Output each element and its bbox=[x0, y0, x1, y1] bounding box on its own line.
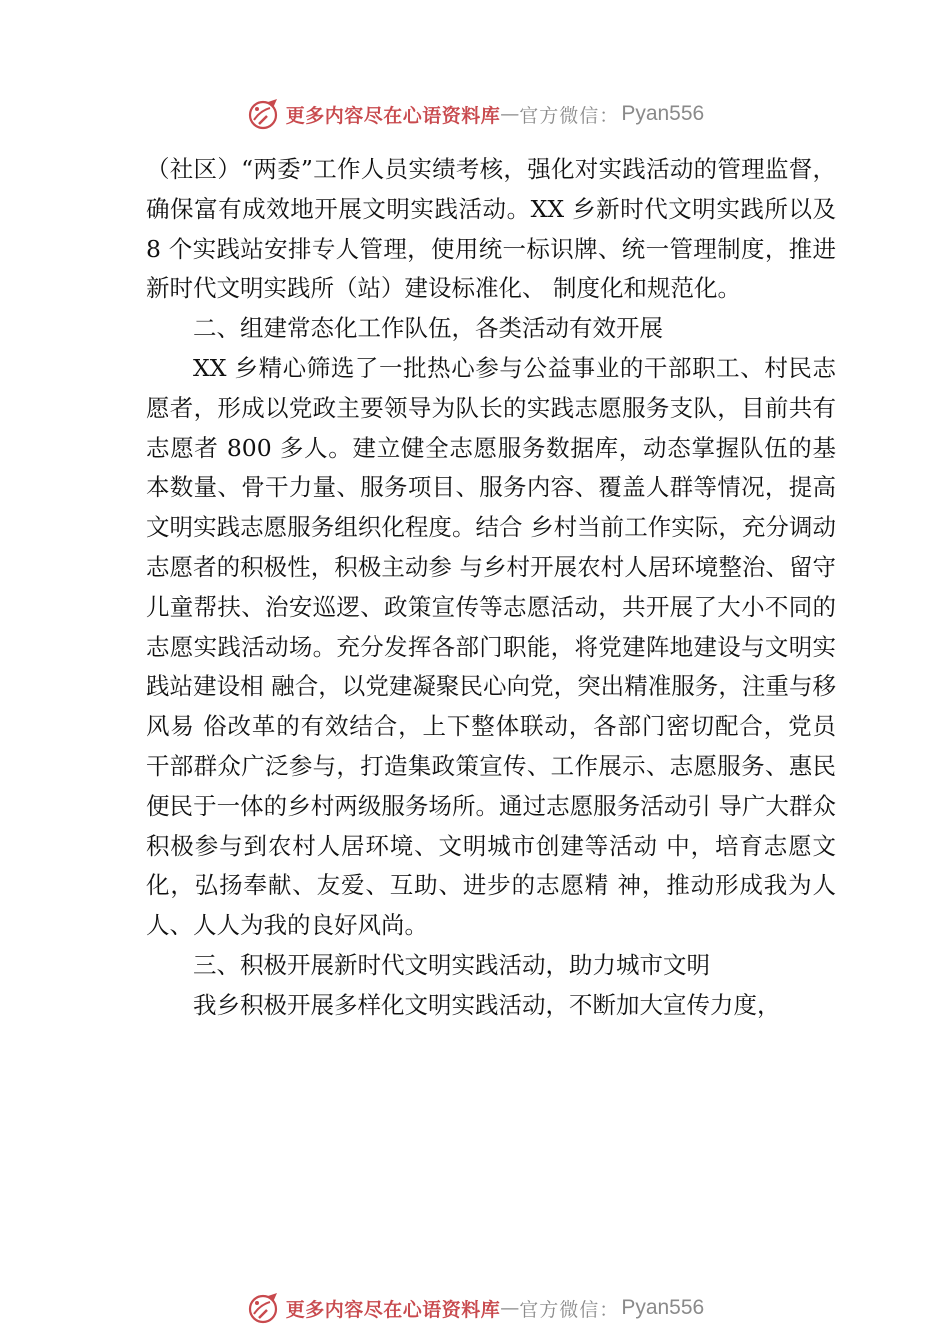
section-heading-3: 三、积极开展新时代文明实践活动，助力城市文明 bbox=[193, 950, 710, 979]
header-wechat-account: Pyan556 bbox=[621, 102, 705, 125]
footer-site-name: 更多内容尽在心语资料库 bbox=[285, 1298, 501, 1321]
header-site-name: 更多内容尽在心语资料库 bbox=[285, 104, 501, 127]
header-watermark bbox=[0, 94, 950, 134]
paragraph-continuation: （社区）“两委”工作人员实绩考核，强化对实践活动的管理监督，确保富有成效地开展文明实践活动。XX 乡新时代文明实践所以及 8 个实践站安排专人管理，使用统一标识牌、统一管理制度，推进新时代文明实践所（站）建设标准化、 制度化和规范化。 bbox=[146, 155, 836, 303]
header-wechat-label: 官方微信： bbox=[519, 104, 620, 127]
section-heading-2: 二、组建常态化工作队伍，各类活动有效开展 bbox=[193, 314, 663, 343]
footer-watermark bbox=[0, 1288, 950, 1328]
footer-separator: — bbox=[500, 1297, 520, 1319]
paragraph-activities: 我乡积极开展多样化文明实践活动，不断加大宣传力度， bbox=[193, 990, 781, 1019]
paragraph-volunteer-team: XX 乡精心筛选了一批热心参与公益事业的干部职工、村民志愿者，形成以党政主要领导为队长的实践志愿服务支队，目前共有志愿者 800 多人。建立健全志愿服务数据库，动态掌握队伍的基本数量、骨干力量、服务项目、服务内容、覆盖人群等情况，提高文明实践志愿服务组织化程度。结合 乡村当前工作实际，充分调动志愿者的积极性，积极主动参 与乡村开展农村人居环境整治、留守儿童帮扶、治安巡逻、政策宣传等志愿活动，共开展了大小不同的志愿实践活动场。充分发挥各部门职能，将党建阵地建设与文明实践站建设相 融合，以党建凝聚民心向党，突出精准服务，注重与移风易 俗改革的有效结合，上下整体联动，各部门密切配合，党员 干部群众广泛参与，打造集政策宣传、工作展示、志愿服务、惠民便民于一体的乡村两级服务场所。通过志愿服务活动引 导广大群众积极参与到农村人居环境、文明城市创建等活动 中，培育志愿文化，弘扬奉献、友爱、互助、进步的志愿精 神，推动形成我为人人、人人为我的良好风尚。 bbox=[146, 353, 836, 940]
header-separator: — bbox=[500, 103, 520, 125]
brush-pen-logo-icon bbox=[246, 96, 282, 132]
footer-wechat-label: 官方微信： bbox=[519, 1298, 620, 1321]
brush-pen-logo-icon bbox=[246, 1290, 282, 1326]
footer-wechat-account: Pyan556 bbox=[621, 1296, 705, 1319]
document-body bbox=[146, 150, 836, 1026]
